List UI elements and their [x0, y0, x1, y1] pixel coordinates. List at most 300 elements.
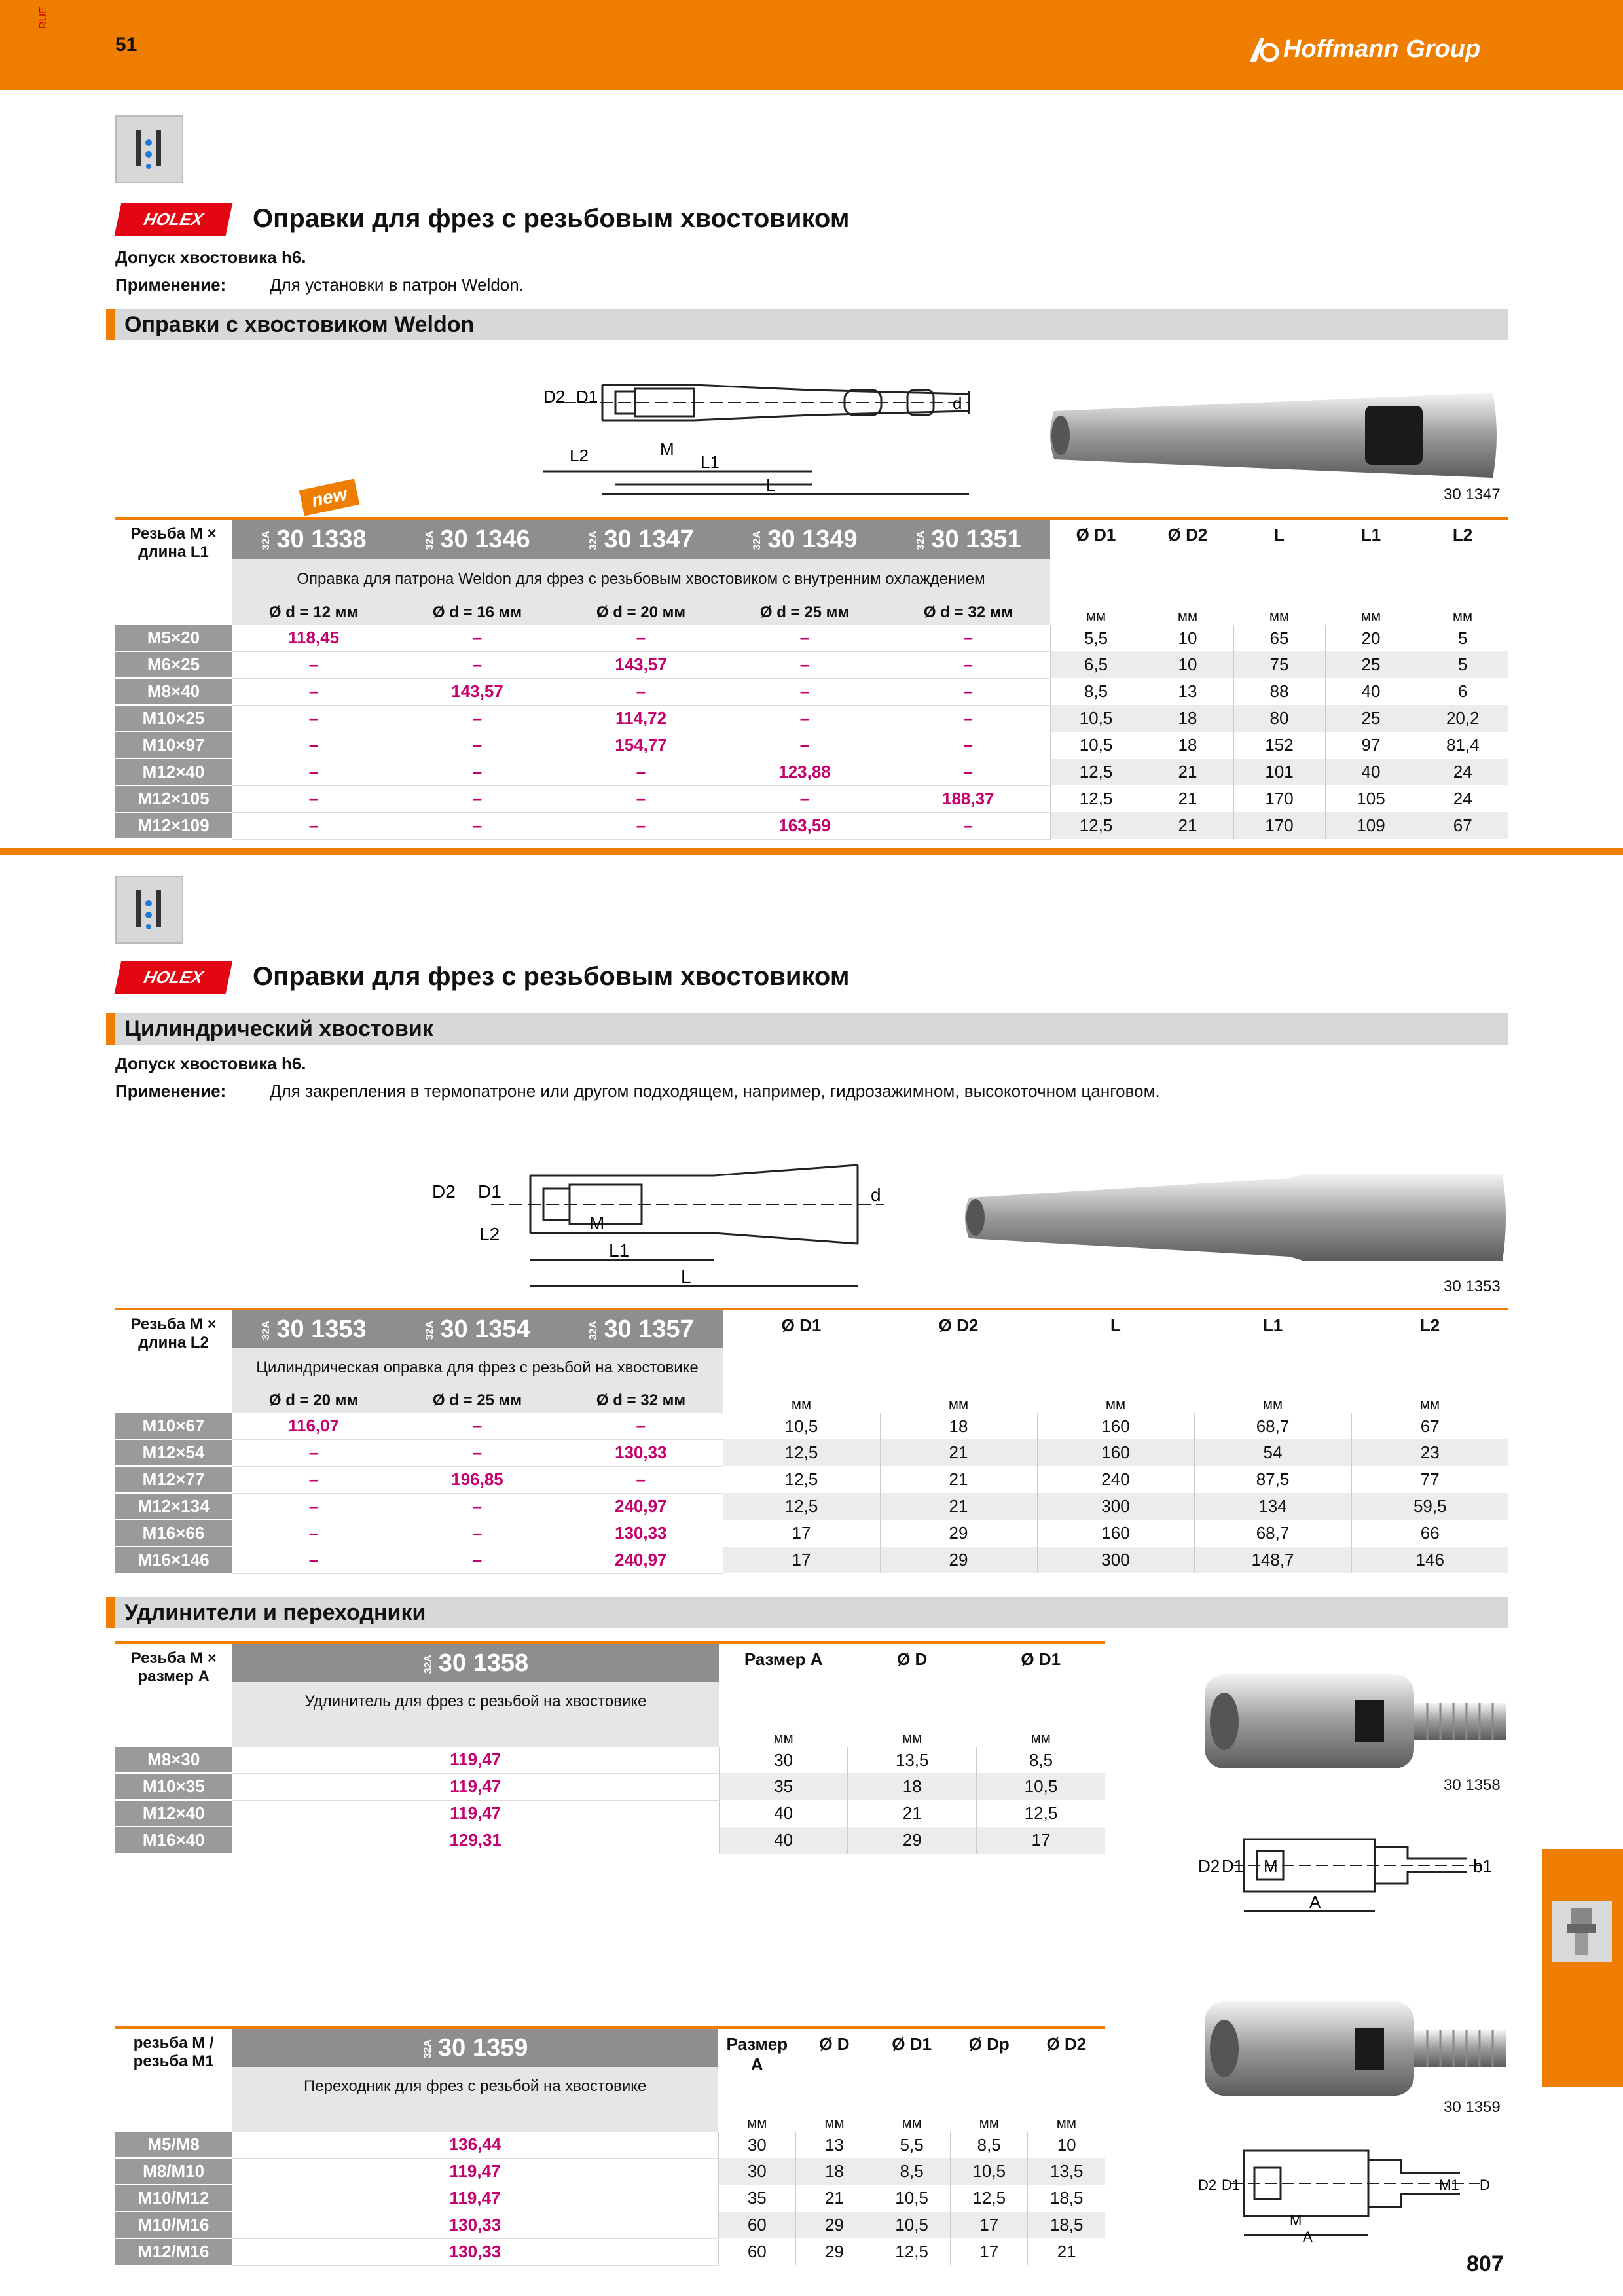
row-label: M10/M16: [115, 2212, 232, 2238]
dim-cell: 10: [1028, 2132, 1105, 2158]
price-cell: 130,33: [232, 2212, 718, 2238]
drawing4-label-m1: M1: [1439, 2177, 1459, 2193]
dim-cell: 12,5: [976, 1800, 1105, 1827]
ext-row-label: Резьба M × размер A: [130, 1649, 217, 1685]
weldon-dim-hdr-1: Ø D1: [1076, 525, 1116, 545]
dim-cell: 5,5: [873, 2132, 951, 2158]
drawing2-label-l2: L2: [479, 1224, 500, 1244]
drawing-label-d1: D1: [576, 387, 598, 406]
ext-unit-3: мм: [1030, 1730, 1051, 1746]
row-label: M8×40: [115, 678, 232, 705]
weldon-table-body: [115, 625, 1508, 839]
price-cell: –: [886, 812, 1050, 839]
price-cell: 143,57: [395, 678, 559, 705]
dim-cell: 18: [795, 2158, 873, 2185]
price-cell: 114,72: [559, 705, 723, 732]
cyl-unit-4: мм: [1262, 1396, 1283, 1412]
dim-cell: 21: [880, 1493, 1037, 1520]
cyl-tag-1: 32A: [261, 1320, 272, 1340]
ext-code-text: 30 1358: [438, 1649, 529, 1677]
dim-cell: 12,5: [1050, 812, 1142, 839]
cyl-code-text-2: 30 1354: [440, 1315, 530, 1343]
section1-application-text: Для установки в патрон Weldon.: [270, 275, 524, 295]
dim-cell: 18: [1142, 705, 1233, 732]
dim-cell: 75: [1233, 651, 1325, 678]
price-cell: –: [723, 678, 886, 705]
dim-cell: 10,5: [1050, 732, 1142, 759]
table-row: [115, 1827, 1105, 1854]
dim-cell: 8,5: [873, 2158, 951, 2185]
ext-dim-hdr-1: Размер A: [744, 1649, 823, 1669]
price-cell: –: [723, 625, 886, 651]
page-number-right: 807: [1467, 2251, 1504, 2276]
tool-holder-icon: [1552, 1901, 1612, 1962]
dim-cell: 160: [1037, 1439, 1194, 1466]
photo1-code: 30 1347: [1444, 486, 1501, 503]
page-number-left: 51: [115, 34, 137, 56]
code-text-2: 30 1346: [440, 525, 530, 553]
section1-tolerance: Допуск хвостовика h6.: [115, 247, 306, 267]
drawing3-label-d2: D2: [1198, 1856, 1220, 1876]
weldon-diam-5: Ø d = 32 мм: [886, 600, 1050, 625]
adp-tag: 32A: [422, 2039, 434, 2059]
price-cell: –: [232, 812, 395, 839]
table-row: [115, 1439, 1508, 1466]
weldon-code-3: [559, 518, 723, 559]
dim-cell: 30: [718, 2132, 795, 2158]
price-cell: 130,33: [232, 2238, 718, 2265]
price-cell: –: [559, 785, 723, 812]
section2-application-text: Для закрепления в термопатроне или другом подходящем, например, гидрозажимном, высокоточном цанговом.: [270, 1081, 1160, 1101]
dim-cell: 67: [1417, 812, 1508, 839]
dim-cell: 67: [1351, 1413, 1508, 1439]
adp-unit-2: мм: [824, 2115, 845, 2131]
dim-cell: 21: [1142, 759, 1233, 785]
dim-cell: 18,5: [1028, 2212, 1105, 2238]
tag-1: 32A: [261, 530, 272, 550]
dim-cell: 160: [1037, 1520, 1194, 1547]
table-row: [115, 759, 1508, 785]
weldon-unit-2: мм: [1177, 608, 1198, 624]
cylindrical-table: [115, 1308, 1508, 1574]
cylindrical-holder-photo: [956, 1165, 1519, 1270]
cyl-dim-hdr-2: Ø D2: [938, 1316, 979, 1335]
dim-cell: 29: [880, 1547, 1037, 1573]
cyl-unit-5: мм: [1419, 1396, 1440, 1412]
price-cell: 129,31: [232, 1827, 719, 1854]
price-cell: –: [232, 759, 395, 785]
cyl-code-text-1: 30 1353: [276, 1315, 367, 1343]
dim-cell: 21: [795, 2185, 873, 2212]
code-text-1: 30 1338: [276, 525, 367, 553]
adapter-drawing: [1192, 2134, 1506, 2245]
adp-dim-hdr-3: Ø D1: [892, 2034, 932, 2054]
price-cell: –: [395, 1413, 559, 1439]
price-cell: 154,77: [559, 732, 723, 759]
adp-code-text: 30 1359: [438, 2034, 528, 2062]
dim-cell: 21: [1142, 785, 1233, 812]
dim-cell: 17: [951, 2238, 1028, 2265]
dim-cell: 105: [1325, 785, 1417, 812]
weldon-table: [115, 517, 1508, 840]
dim-cell: 17: [723, 1547, 880, 1573]
dim-cell: 8,5: [1050, 678, 1142, 705]
dim-cell: 134: [1194, 1493, 1351, 1520]
price-cell: 119,47: [232, 1747, 719, 1773]
drawing2-label-d: d: [871, 1185, 881, 1205]
row-label: M8×30: [115, 1747, 232, 1773]
dim-cell: 30: [718, 2158, 795, 2185]
dim-cell: 18: [848, 1773, 977, 1800]
price-cell: 130,33: [559, 1520, 723, 1547]
photo4-code: 30 1359: [1444, 2098, 1501, 2116]
price-cell: –: [395, 1547, 559, 1573]
dim-cell: 24: [1417, 759, 1508, 785]
dim-cell: 29: [795, 2212, 873, 2238]
drawing4-label-a: A: [1303, 2229, 1313, 2245]
cyl-dim-hdr-4: L1: [1262, 1316, 1283, 1335]
price-cell: –: [723, 705, 886, 732]
dim-cell: 10: [1142, 651, 1233, 678]
weldon-description: Оправка для патрона Weldon для фрез с резьбовым хвостовиком с внутренним охлаждением: [232, 559, 1050, 600]
dim-cell: 40: [719, 1800, 848, 1827]
price-cell: –: [232, 1439, 395, 1466]
drawing4-label-d2: D2: [1198, 2177, 1217, 2193]
row-label: M10×67: [115, 1413, 232, 1439]
tag-2: 32A: [424, 530, 436, 550]
row-label: M16×146: [115, 1547, 232, 1573]
cyl-code-text-3: 30 1357: [604, 1315, 694, 1343]
coolant-icon-2: [115, 876, 183, 944]
section-separator: [0, 848, 1623, 855]
adp-table-body: [115, 2132, 1105, 2265]
dim-cell: 17: [723, 1520, 880, 1547]
dim-cell: 20: [1325, 625, 1417, 651]
weldon-unit-3: мм: [1269, 608, 1290, 624]
dim-cell: 300: [1037, 1547, 1194, 1573]
price-cell: –: [232, 678, 395, 705]
dim-cell: 13: [1142, 678, 1233, 705]
section2-bar: [115, 1013, 1508, 1045]
dim-cell: 101: [1233, 759, 1325, 785]
dim-cell: 77: [1351, 1466, 1508, 1493]
drawing2-label-m: M: [589, 1213, 605, 1233]
table-row: [115, 785, 1508, 812]
weldon-code-1: [232, 518, 395, 559]
price-cell: 196,85: [395, 1466, 559, 1493]
dim-cell: 300: [1037, 1493, 1194, 1520]
table-row: [115, 651, 1508, 678]
row-label: M12×105: [115, 785, 232, 812]
adp-dim-hdr-5: Ø D2: [1046, 2034, 1087, 2054]
adapter-table: [115, 2026, 1105, 2266]
dim-cell: 68,7: [1194, 1520, 1351, 1547]
language-code: RUE: [38, 7, 49, 29]
cyl-dim-hdr-3: L: [1110, 1316, 1121, 1335]
cyl-diam-2: Ø d = 25 мм: [395, 1388, 559, 1413]
drawing3-label-m: M: [1264, 1856, 1278, 1876]
new-badge: new: [299, 478, 359, 516]
dim-cell: 12,5: [723, 1466, 880, 1493]
price-cell: –: [395, 1439, 559, 1466]
ext-spacer: [232, 1721, 719, 1747]
dim-cell: 5: [1417, 625, 1508, 651]
cyl-unit-3: мм: [1105, 1396, 1126, 1412]
price-cell: –: [559, 625, 723, 651]
dim-cell: 21: [880, 1466, 1037, 1493]
dim-cell: 35: [719, 1773, 848, 1800]
table-row: [115, 705, 1508, 732]
drawing3-label-a: A: [1309, 1892, 1321, 1912]
table-row: [115, 1547, 1508, 1573]
drawing2-label-d1: D1: [478, 1181, 501, 1202]
dim-cell: 6: [1417, 678, 1508, 705]
dim-cell: 146: [1351, 1547, 1508, 1573]
dim-cell: 88: [1233, 678, 1325, 705]
holex-badge: HOLEX: [115, 203, 233, 236]
drawing3-label-b1: b1: [1473, 1856, 1492, 1876]
dim-cell: 152: [1233, 732, 1325, 759]
price-cell: –: [232, 785, 395, 812]
dim-cell: 80: [1233, 705, 1325, 732]
weldon-unit-4: мм: [1360, 608, 1381, 624]
table-row: [115, 812, 1508, 839]
dim-cell: 81,4: [1417, 732, 1508, 759]
dim-cell: 17: [976, 1827, 1105, 1854]
weldon-dim-hdr-3: L: [1274, 525, 1285, 545]
photo3-code: 30 1358: [1444, 1776, 1501, 1794]
row-label: M10/M12: [115, 2185, 232, 2212]
price-cell: –: [395, 1520, 559, 1547]
table-row: [115, 678, 1508, 705]
drawing4-label-d: D: [1480, 2177, 1490, 2193]
cyl-diam-3: Ø d = 32 мм: [559, 1388, 723, 1413]
drawing4-label-m: M: [1290, 2212, 1302, 2229]
adp-spacer: [232, 2106, 718, 2132]
row-label: M12×54: [115, 1439, 232, 1466]
drawing-label-m: M: [660, 439, 674, 459]
dim-cell: 12,5: [1050, 759, 1142, 785]
row-label: M16×40: [115, 1827, 232, 1854]
dim-cell: 59,5: [1351, 1493, 1508, 1520]
dim-cell: 13,5: [848, 1747, 977, 1773]
drawing3-label-d1: D1: [1222, 1856, 1244, 1876]
weldon-holder-drawing: [537, 353, 982, 504]
price-cell: 130,33: [559, 1439, 723, 1466]
drawing-label-d2: D2: [543, 387, 566, 406]
price-cell: –: [559, 812, 723, 839]
section3-bar: [115, 1597, 1508, 1628]
dim-cell: 29: [848, 1827, 977, 1854]
dim-cell: 160: [1037, 1413, 1194, 1439]
dim-cell: 13,5: [1028, 2158, 1105, 2185]
dim-cell: 10,5: [1050, 705, 1142, 732]
ext-code: [232, 1643, 719, 1682]
dim-cell: 30: [719, 1747, 848, 1773]
table-row: [115, 625, 1508, 651]
adp-unit-5: мм: [1056, 2115, 1077, 2131]
dim-cell: 25: [1325, 651, 1417, 678]
row-label: M12×40: [115, 1800, 232, 1827]
dim-cell: 10,5: [976, 1773, 1105, 1800]
section2-tolerance: Допуск хвостовика h6.: [115, 1054, 306, 1073]
weldon-holder-photo: [1041, 386, 1506, 484]
price-cell: –: [886, 625, 1050, 651]
dim-cell: 29: [880, 1520, 1037, 1547]
section1-application-label: Применение:: [115, 275, 227, 295]
price-cell: –: [395, 732, 559, 759]
row-label: M12×109: [115, 812, 232, 839]
table-row: [115, 2212, 1105, 2238]
price-cell: –: [886, 759, 1050, 785]
dim-cell: 10,5: [873, 2185, 951, 2212]
cyl-unit-2: мм: [948, 1396, 969, 1412]
section1-bar: [115, 309, 1508, 340]
cylindrical-holder-drawing: [426, 1152, 910, 1296]
code-text-4: 30 1349: [767, 525, 858, 553]
dim-cell: 68,7: [1194, 1413, 1351, 1439]
price-cell: 240,97: [559, 1547, 723, 1573]
price-cell: 119,47: [232, 2158, 718, 2185]
table-row: [115, 2132, 1105, 2158]
section3-bar-label: Удлинители и переходники: [124, 1600, 426, 1625]
adp-unit-3: мм: [902, 2115, 922, 2131]
price-cell: –: [559, 678, 723, 705]
row-label: M12×77: [115, 1466, 232, 1493]
weldon-unit-5: мм: [1452, 608, 1473, 624]
row-label: M10×25: [115, 705, 232, 732]
dim-cell: 18: [880, 1413, 1037, 1439]
extension-table: [115, 1641, 1105, 1854]
price-cell: –: [559, 1466, 723, 1493]
adp-dim-hdr-2: Ø D: [819, 2034, 850, 2054]
table-row: [115, 1466, 1508, 1493]
price-cell: 119,47: [232, 2185, 718, 2212]
ext-tag: 32A: [422, 1654, 434, 1674]
weldon-row-label: Резьба M × длина L1: [130, 525, 217, 561]
drawing2-label-d2: D2: [432, 1181, 456, 1202]
weldon-diam-1: Ø d = 12 мм: [232, 600, 395, 625]
price-cell: –: [886, 678, 1050, 705]
dim-cell: 6,5: [1050, 651, 1142, 678]
dim-cell: 10,5: [951, 2158, 1028, 2185]
weldon-diam-3: Ø d = 20 мм: [559, 600, 723, 625]
price-cell: –: [395, 785, 559, 812]
price-cell: –: [886, 732, 1050, 759]
dim-cell: 13: [795, 2132, 873, 2158]
dim-cell: 8,5: [976, 1747, 1105, 1773]
dim-cell: 23: [1351, 1439, 1508, 1466]
price-cell: –: [723, 732, 886, 759]
dim-cell: 240: [1037, 1466, 1194, 1493]
row-label: M5×20: [115, 625, 232, 651]
dim-cell: 109: [1325, 812, 1417, 839]
cyl-description: Цилиндрическая оправка для фрез с резьбой на хвостовике: [232, 1348, 723, 1388]
row-label: M10×97: [115, 732, 232, 759]
weldon-diam-2: Ø d = 16 мм: [395, 600, 559, 625]
dim-cell: 24: [1417, 785, 1508, 812]
ext-description: Удлинитель для фрез с резьбой на хвостовике: [232, 1682, 719, 1721]
dim-cell: 18,5: [1028, 2185, 1105, 2212]
ext-dim-hdr-2: Ø D: [897, 1649, 928, 1669]
dim-cell: 54: [1194, 1439, 1351, 1466]
price-cell: –: [886, 705, 1050, 732]
price-cell: –: [232, 1493, 395, 1520]
code-text-5: 30 1351: [931, 525, 1021, 553]
cyl-dim-hdr-5: L2: [1419, 1316, 1440, 1335]
price-cell: 163,59: [723, 812, 886, 839]
section2-bar-label: Цилиндрический хвостовик: [124, 1016, 433, 1041]
row-label: M5/M8: [115, 2132, 232, 2158]
price-cell: 118,45: [232, 625, 395, 651]
price-cell: –: [232, 1547, 395, 1573]
cyl-tag-2: 32A: [424, 1320, 436, 1340]
dim-cell: 25: [1325, 705, 1417, 732]
section2-title: Оправки для фрез с резьбовым хвостовиком: [253, 962, 850, 991]
dim-cell: 29: [795, 2238, 873, 2265]
cyl-code-2: [395, 1309, 559, 1348]
coolant-icon: [115, 115, 183, 183]
dim-cell: 12,5: [723, 1439, 880, 1466]
adp-dim-hdr-4: Ø Dp: [968, 2034, 1010, 2054]
adp-unit-1: мм: [747, 2115, 767, 2131]
price-cell: 188,37: [886, 785, 1050, 812]
tag-3: 32A: [588, 530, 600, 550]
table-row: [115, 1773, 1105, 1800]
cyl-code-1: [232, 1309, 395, 1348]
dim-cell: 18: [1142, 732, 1233, 759]
dim-cell: 60: [718, 2238, 795, 2265]
hoffmann-logo-icon: [1247, 34, 1279, 64]
adp-row-label: резьба M / резьба M1: [133, 2034, 214, 2070]
price-cell: –: [232, 1520, 395, 1547]
table-row: [115, 2238, 1105, 2265]
price-cell: –: [559, 1413, 723, 1439]
adapter-photo: [1198, 1996, 1512, 2101]
cyl-row-label: Резьба M × длина L2: [130, 1316, 217, 1352]
price-cell: –: [395, 651, 559, 678]
price-cell: –: [395, 759, 559, 785]
dim-cell: 8,5: [951, 2132, 1028, 2158]
section1-title: Оправки для фрез с резьбовым хвостовиком: [253, 204, 850, 233]
section1-bar-label: Оправки с хвостовиком Weldon: [124, 312, 475, 337]
dim-cell: 66: [1351, 1520, 1508, 1547]
dim-cell: 148,7: [1194, 1547, 1351, 1573]
drawing-label-d: d: [953, 393, 962, 413]
drawing2-label-l1: L1: [609, 1240, 630, 1261]
table-row: [115, 1493, 1508, 1520]
row-label: M12/M16: [115, 2238, 232, 2265]
dim-cell: 40: [719, 1827, 848, 1854]
weldon-unit-1: мм: [1085, 608, 1106, 624]
price-cell: –: [886, 651, 1050, 678]
row-label: M12×40: [115, 759, 232, 785]
dim-cell: 10,5: [723, 1413, 880, 1439]
table-row: [115, 2158, 1105, 2185]
dim-cell: 87,5: [1194, 1466, 1351, 1493]
row-label: M6×25: [115, 651, 232, 678]
dim-cell: 10,5: [873, 2212, 951, 2238]
dim-cell: 40: [1325, 759, 1417, 785]
price-cell: –: [723, 785, 886, 812]
cyl-tag-3: 32A: [588, 1320, 600, 1340]
brand-name: Hoffmann Group: [1283, 35, 1481, 63]
row-label: M12×134: [115, 1493, 232, 1520]
dim-cell: 40: [1325, 678, 1417, 705]
dim-cell: 21: [848, 1800, 977, 1827]
drawing-label-l1: L1: [701, 452, 720, 472]
price-cell: –: [232, 732, 395, 759]
